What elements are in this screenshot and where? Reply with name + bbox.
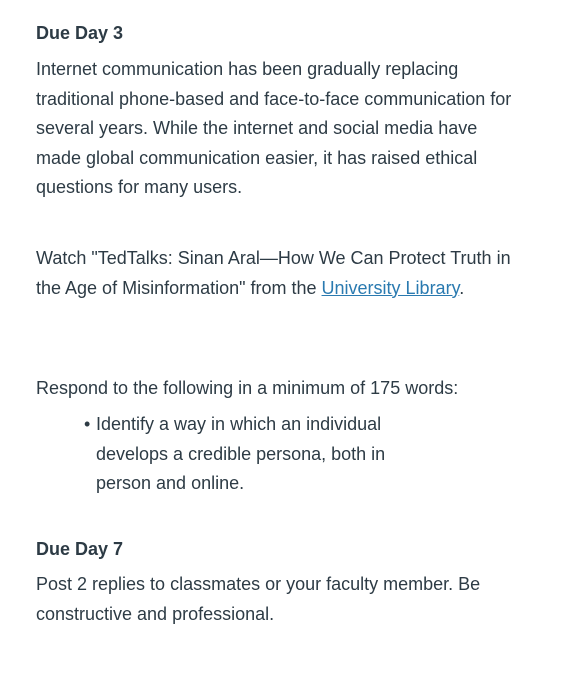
university-library-link[interactable]: University Library (321, 277, 460, 298)
due-day-3-paragraph: Internet communication has been gradually replacing traditional phone-based and face-to-face communication for several years. While the internet and social media have made global communication easier, it has raised ethical questions for many users. (36, 59, 512, 197)
due-day-3-heading: Due Day 3 (36, 23, 124, 43)
watch-period: . (459, 277, 465, 298)
due-day-7-heading: Due Day 7 (36, 539, 124, 559)
requirements-list (84, 410, 426, 499)
watch-instructions (36, 244, 516, 303)
watch-text: Watch "TedTalks: Sinan Aral—How We Can Protect Truth in the Age of Misinformation" from the (36, 248, 511, 298)
bullet-text: Identify a way in which an individual develops a credible persona, both in person and online. (96, 414, 386, 493)
list-item (84, 410, 426, 499)
respond-instructions: Respond to the following in a minimum of 175 words: (36, 378, 459, 398)
due-day-7-paragraph: Post 2 replies to classmates or your faculty member. Be constructive and professional. (36, 574, 481, 624)
bullet-marker: • (84, 414, 91, 434)
